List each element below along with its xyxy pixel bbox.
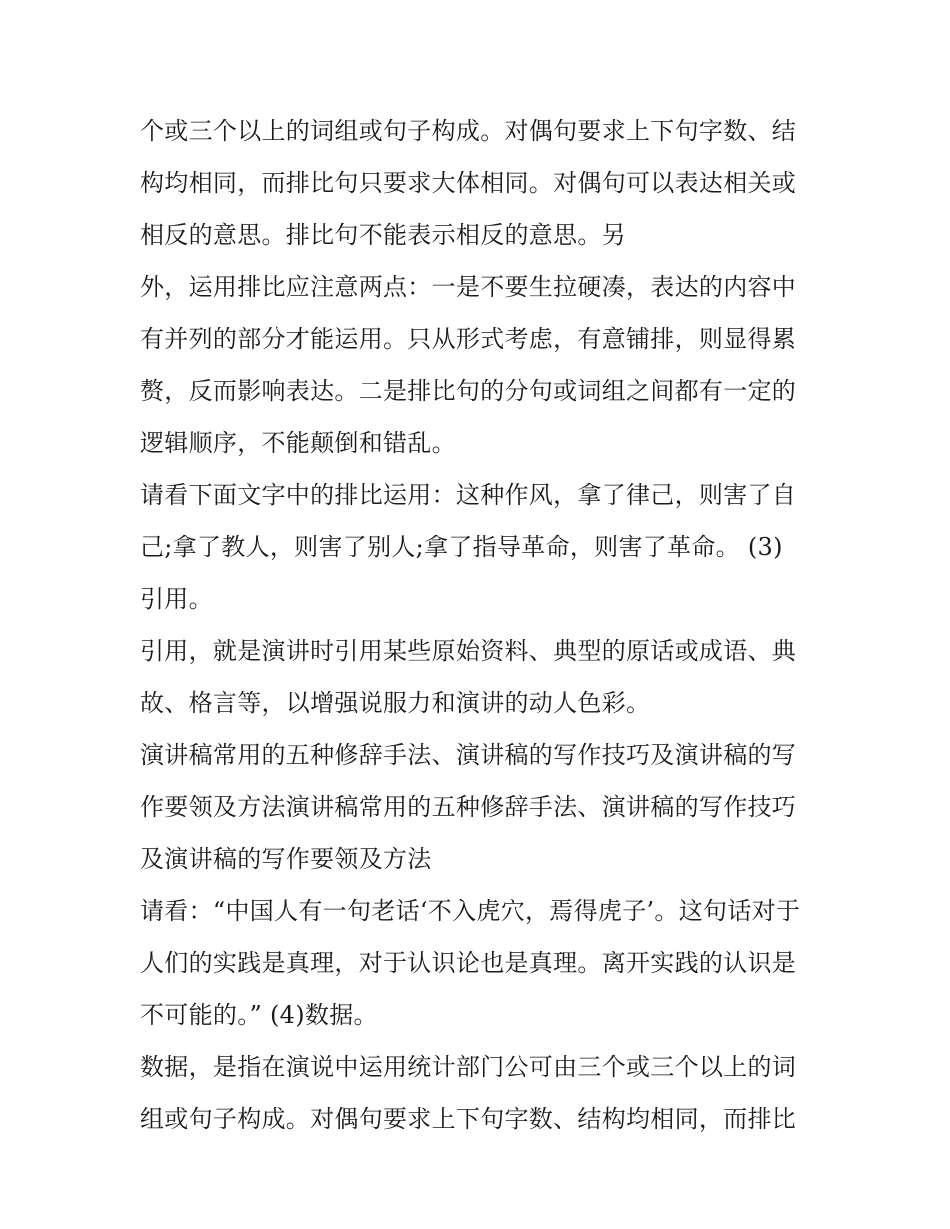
text-line: 作要领及方法演讲稿常用的五种修辞手法、演讲稿的写作技巧 bbox=[140, 793, 797, 821]
text-line: 外，运用排比应注意两点：一是不要生拉硬凑，表达的内容中 bbox=[140, 273, 797, 301]
text-line: 己;拿了教人，则害了别人;拿了指导革命，则害了革命。 (3) bbox=[140, 533, 783, 561]
text-line: 引用，就是演讲时引用某些原始资料、典型的原话或成语、典 bbox=[140, 637, 797, 665]
text-line: 有并列的部分才能运用。只从形式考虑，有意铺排，则显得累 bbox=[140, 325, 797, 353]
text-line: 及演讲稿的写作要领及方法 bbox=[140, 845, 432, 873]
text-line: 请看下面文字中的排比运用：这种作风，拿了律己，则害了自 bbox=[140, 481, 797, 509]
text-line: 组或句子构成。对偶句要求上下句字数、结构均相同，而排比 bbox=[140, 1105, 797, 1133]
text-line: 逻辑顺序，不能颠倒和错乱。 bbox=[140, 429, 456, 457]
text-line: 不可能的。” (4)数据。 bbox=[140, 1001, 378, 1029]
text-line: 数据，是指在演说中运用统计部门公可由三个或三个以上的词 bbox=[140, 1053, 797, 1081]
text-line: 赘，反而影响表达。二是排比句的分句或词组之间都有一定的 bbox=[140, 377, 797, 405]
text-line: 引用。 bbox=[140, 585, 213, 613]
text-line: 个或三个以上的词组或句子构成。对偶句要求上下句字数、结 bbox=[140, 117, 797, 145]
text-line: 请看：“中国人有一句老话‘不入虎穴，焉得虎子’。这句话对于 bbox=[140, 897, 801, 925]
text-line: 故、格言等，以增强说服力和演讲的动人色彩。 bbox=[140, 689, 651, 717]
text-line: 相反的意思。排比句不能表示相反的意思。另 bbox=[140, 221, 626, 249]
text-line: 构均相同，而排比句只要求大体相同。对偶句可以表达相关或 bbox=[140, 169, 797, 197]
text-line: 人们的实践是真理，对于认识论也是真理。离开实践的认识是 bbox=[140, 949, 797, 977]
text-line: 演讲稿常用的五种修辞手法、演讲稿的写作技巧及演讲稿的写 bbox=[140, 741, 797, 769]
